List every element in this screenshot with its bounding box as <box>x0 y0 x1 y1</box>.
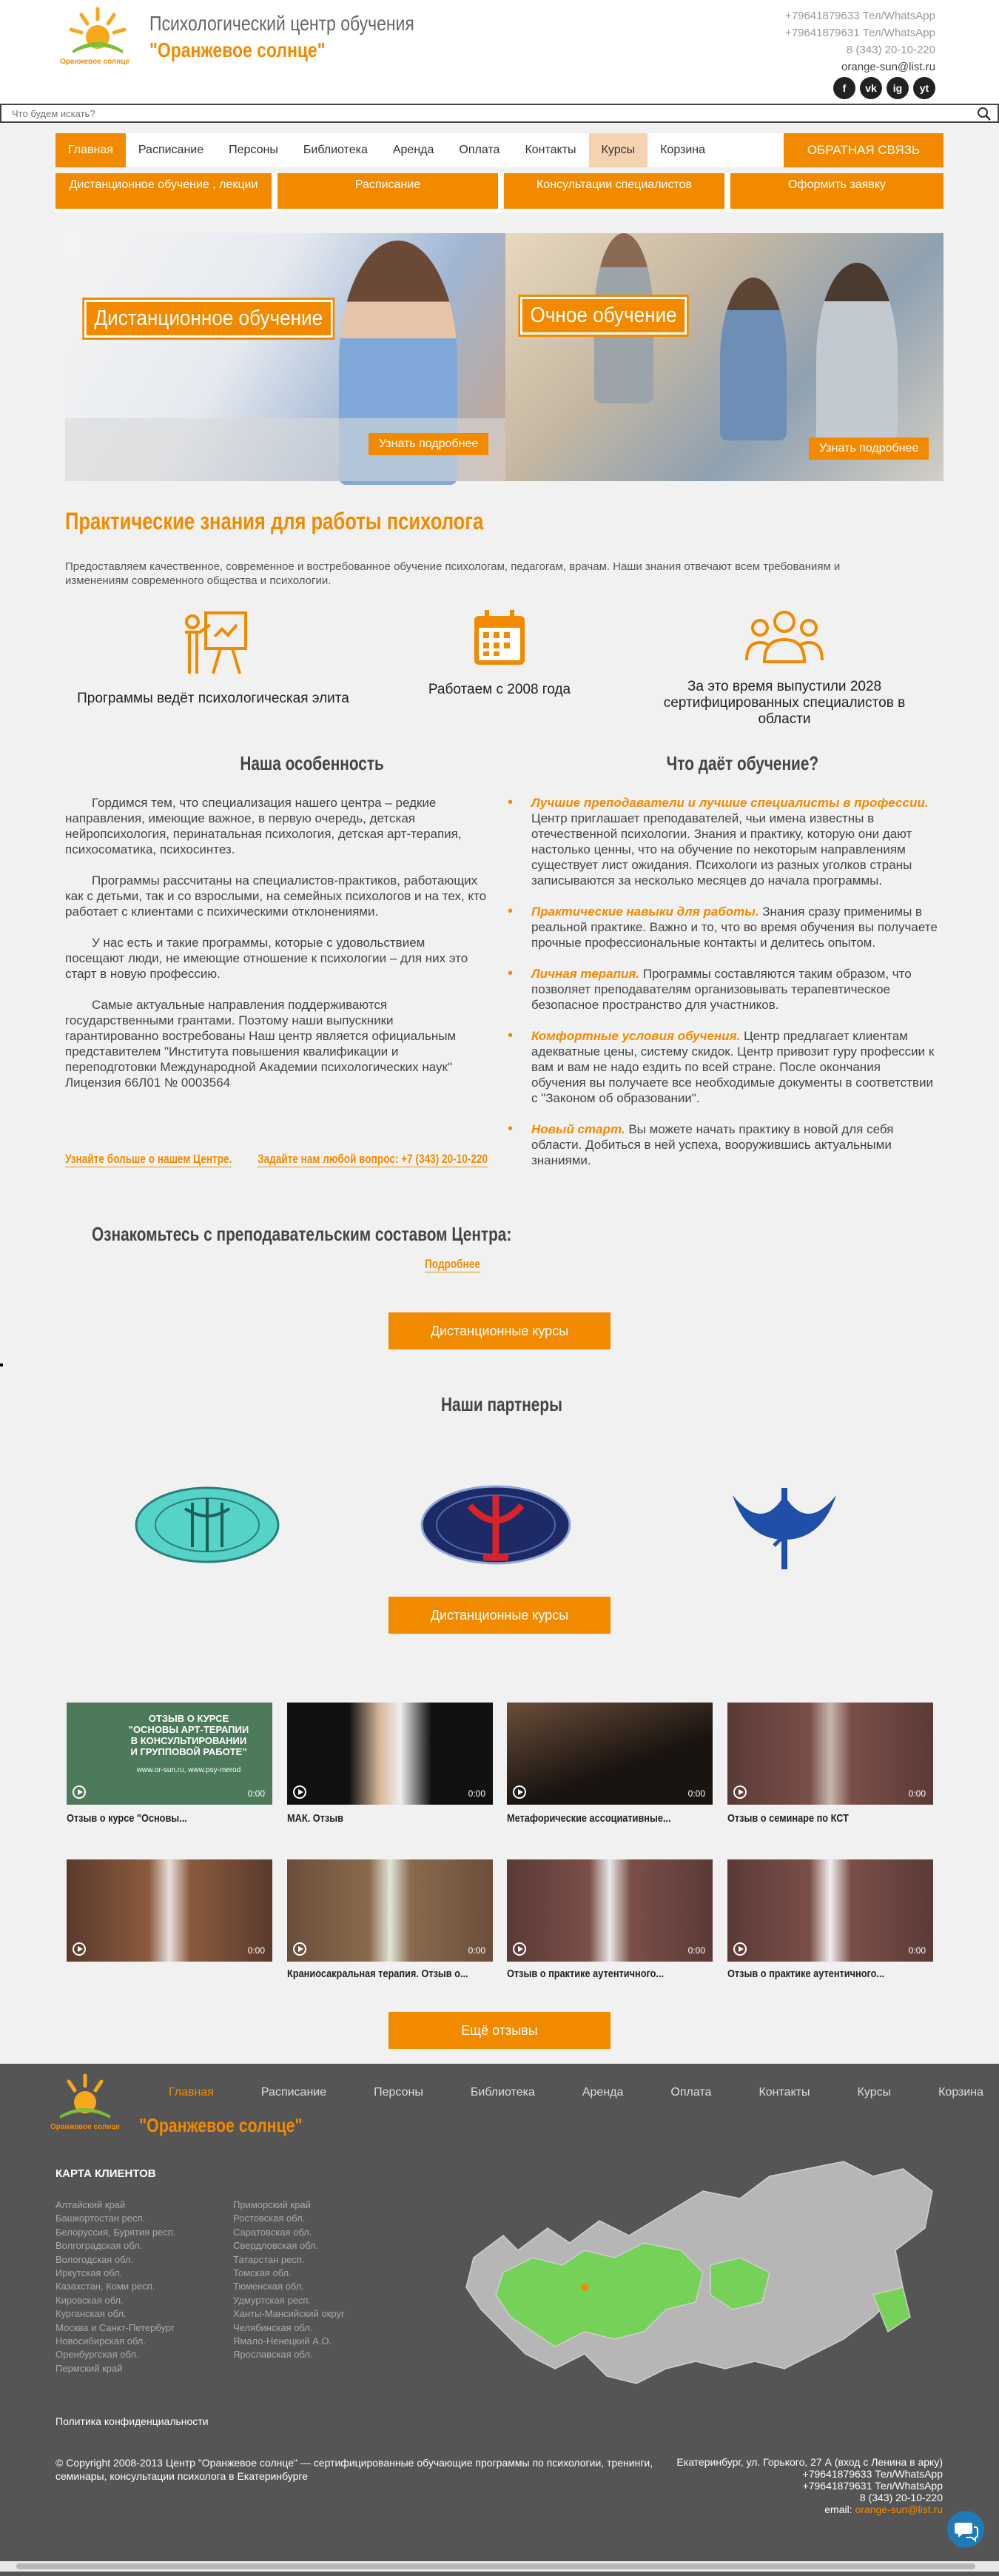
benefit-text: Центр предлагает клиентам адекватные цены, систему скидок. Центр привозит гуру профессии к вам и вам не надо ездить по всей стране. После окончания обучения вы получаете все необходимые документы в соответствии с "Законом об образовании". <box>531 1029 935 1105</box>
people-icon <box>744 607 825 666</box>
video-time: 0:00 <box>468 1788 485 1799</box>
region: Новосибирская обл. <box>56 2335 146 2347</box>
footer-contacts <box>676 2456 943 2515</box>
play-icon[interactable] <box>733 1785 747 1799</box>
play-icon[interactable] <box>293 1942 306 1956</box>
benefit-item <box>508 1121 938 1168</box>
region: Пермский край <box>56 2362 123 2374</box>
region: Тюменская обл. <box>233 2281 304 2292</box>
partner-logo-3[interactable] <box>710 1473 858 1577</box>
benefit-highlight: Комфортные условия обучения. <box>531 1029 741 1043</box>
region: Ярославская обл. <box>233 2349 313 2361</box>
benefit-item <box>508 1028 938 1106</box>
benefit-text: Программы составляются таким образом, что позволяет преподавателям организовывать терапевтическое безопасное пространство для участников. <box>531 967 912 1012</box>
feature-elite <box>65 607 361 707</box>
region: Башкортостан респ. <box>56 2213 146 2224</box>
search-input[interactable] <box>1 105 963 121</box>
nav-item-rent[interactable]: Аренда <box>392 144 434 156</box>
nav-item-persons[interactable]: Персоны <box>229 144 278 156</box>
site-logo[interactable] <box>60 4 130 70</box>
nav-item-home[interactable]: Главная <box>56 133 126 167</box>
video-2[interactable] <box>287 1703 493 1805</box>
footer-phone-3[interactable]: 8 (343) 20-10-220 <box>859 2492 943 2503</box>
left-paragraph: Программы рассчитаны на специалистов-практиков, работающих как с детьми, так и со взрослыми, на семейных психологов и на тех, кто работает с клиентами с психическими отклонениями. <box>65 873 487 919</box>
play-icon[interactable] <box>513 1785 526 1799</box>
scrollbar-thumb[interactable] <box>16 2563 975 2569</box>
footer-nav-contacts[interactable]: Контакты <box>758 2086 810 2099</box>
video-time: 0:00 <box>687 1788 705 1799</box>
footer-email-link[interactable]: orange-sun@list.ru <box>855 2503 943 2515</box>
right-column-title: Что даёт обучение? <box>666 752 819 774</box>
region: Москва и Санкт-Петербург <box>56 2321 175 2333</box>
partner-logo-1[interactable] <box>133 1473 281 1577</box>
footer-phone-1[interactable]: +79641879633 Тел/WhatsApp <box>802 2468 943 2480</box>
feature-since-2008 <box>352 607 648 698</box>
video-5[interactable] <box>67 1859 272 1962</box>
svg-text:Оранжевое солнце: Оранжевое солнце <box>50 2123 120 2131</box>
phone-3[interactable]: 8 (343) 20-10-220 <box>846 44 935 56</box>
region: Челябинская обл. <box>233 2321 313 2333</box>
region: Удмуртская респ. <box>233 2294 311 2306</box>
video-time: 0:00 <box>468 1945 485 1956</box>
nav-item-payment[interactable]: Оплата <box>459 144 500 156</box>
region: Ханты-Мансийский округ <box>233 2308 345 2320</box>
footer-nav-rent[interactable]: Аренда <box>582 2086 624 2099</box>
distance-courses-button-2[interactable]: Дистанционные курсы <box>388 1597 610 1634</box>
banner-photo-2 <box>720 278 787 440</box>
regions-list-right <box>233 2198 345 2362</box>
partner-1-icon <box>133 1473 281 1577</box>
subnav-distance[interactable]: Дистанционное обучение , лекции <box>56 173 272 209</box>
banner-onsite-button[interactable]: Узнать подробнее <box>809 437 929 460</box>
partner-3-icon <box>710 1473 858 1577</box>
ask-question-link[interactable]: Задайте нам любой вопрос: +7 (343) 20-10-220 <box>258 1152 488 1166</box>
left-paragraph: Самые актуальные направления поддерживаются государственными грантами. Поэтому наши выпускники гарантированно востребованы Наш центр является официальным представителем "Института повышения квалификации и переподготовки Международной Академии психологических наук" Лицензия 66Л01 № 0003564 <box>65 998 457 1090</box>
partner-2-icon <box>418 1473 574 1577</box>
partner-logo-2[interactable] <box>418 1473 566 1577</box>
feedback-button[interactable]: ОБРАТНАЯ СВЯЗЬ <box>784 133 944 167</box>
more-reviews-button[interactable]: Ещё отзывы <box>388 2012 610 2049</box>
benefit-item <box>508 904 938 950</box>
play-icon[interactable] <box>733 1942 747 1956</box>
feature-graduates-text: За это время выпустили 2028 сертифицированных специалистов в области <box>663 679 906 727</box>
svg-text:Оранжевое солнце: Оранжевое солнце <box>60 58 130 66</box>
video-time: 0:00 <box>247 1945 265 1956</box>
phone-1[interactable]: +79641879633 Тел/WhatsApp <box>785 10 935 22</box>
left-paragraph: У нас есть и такие программы, которые с удовольствием посещают люди, не имеющие отношение к психологии – для них это старт в новую профессию. <box>65 936 468 981</box>
benefit-highlight: Новый старт. <box>531 1122 625 1136</box>
feature-elite-text: Программы ведёт психологическая элита <box>77 691 349 706</box>
instagram-icon[interactable]: ig <box>887 77 909 99</box>
region: Приморский край <box>233 2199 311 2210</box>
clients-map[interactable] <box>459 2147 947 2398</box>
video-time: 0:00 <box>687 1945 705 1956</box>
benefit-highlight: Личная терапия. <box>531 967 640 981</box>
video-2-caption[interactable]: МАК. Отзыв <box>287 1812 343 1825</box>
youtube-icon[interactable]: yt <box>913 77 935 99</box>
region: Белоруссия, Бурятия респ. <box>56 2226 176 2238</box>
left-paragraph: Гордимся тем, что специализация нашего центра – редкие направления, имеющие важное, в первую очередь, детская нейропсихология, перинатальная психология, детская арт-терапия, психосоматика, психосинтез. <box>65 796 462 856</box>
social-links <box>833 77 935 99</box>
staff-title: Ознакомьтесь с преподавательским составом Центра: <box>92 1223 512 1245</box>
site-subtitle: Психологический центр обучения <box>149 12 414 35</box>
footer-nav-home[interactable]: Главная <box>169 2086 214 2099</box>
sun-logo-icon <box>50 2073 120 2136</box>
left-column-title: Наша особенность <box>240 752 384 774</box>
region: Ростовская обл. <box>233 2213 306 2224</box>
section-title: Практические знания для работы психолога <box>65 508 484 534</box>
footer-nav-courses[interactable]: Курсы <box>857 2086 892 2099</box>
nav-item-schedule[interactable]: Расписание <box>138 144 204 156</box>
subnav-apply[interactable]: Оформить заявку <box>730 173 944 209</box>
region: Саратовская обл. <box>233 2226 312 2238</box>
subnav-schedule[interactable]: Расписание <box>278 173 498 209</box>
video-1[interactable] <box>67 1703 272 1805</box>
vk-icon[interactable]: vk <box>860 77 882 99</box>
footer-nav-library[interactable]: Библиотека <box>470 2086 535 2099</box>
privacy-policy-link[interactable]: Политика конфиденциальности <box>56 2415 209 2427</box>
header-contacts <box>785 7 935 76</box>
play-icon[interactable] <box>73 1785 86 1799</box>
footer-address: Екатеринбург, ул. Горького, 27 А (вход с Ленина в арку) <box>676 2456 943 2468</box>
left-column <box>65 795 487 1106</box>
nav-item-cart[interactable]: Корзина <box>660 144 706 156</box>
region: Волгоградская обл. <box>56 2240 143 2252</box>
video-1-caption[interactable]: Отзыв о курсе "Основы... <box>67 1812 187 1825</box>
banner-distance-button[interactable]: Узнать подробнее <box>369 433 488 455</box>
banner-distance-title: Дистанционное обучение <box>84 300 333 338</box>
copyright: © Copyright 2008-2013 Центр "Оранжевое солнце" — сертифицированные обучающие программы по психологии, тренинги, семинары, консультации психолога в Екатеринбурге <box>56 2457 653 2482</box>
play-icon[interactable] <box>513 1942 526 1956</box>
regions-list-left <box>56 2198 175 2375</box>
footer-email-label: email: <box>824 2503 852 2515</box>
footer-phone-2[interactable]: +79641879631 Тел/WhatsApp <box>802 2480 943 2492</box>
region: Оренбургская обл. <box>56 2349 139 2361</box>
phone-2[interactable]: +79641879631 Тел/WhatsApp <box>785 27 935 39</box>
footer-nav <box>155 2086 997 2099</box>
benefit-item <box>508 795 938 888</box>
footer-nav-persons[interactable]: Персоны <box>374 2086 423 2099</box>
footer-site-name: "Оранжевое солнце" <box>139 2114 303 2136</box>
video-7-caption[interactable]: Отзыв о практике аутентичного... <box>507 1968 665 1980</box>
about-center-link[interactable]: Узнайте больше о нашем Центре. <box>65 1152 232 1166</box>
sub-nav <box>56 173 944 212</box>
video-4-caption[interactable]: Отзыв о семинаре по КСТ <box>727 1812 849 1825</box>
russia-map-icon <box>459 2147 947 2398</box>
right-column <box>508 795 938 1184</box>
search-icon[interactable] <box>977 107 992 121</box>
benefit-text: Вы можете начать практику в новой для себя области. Добиться в ней успеха, вооружившись актуальными знаниями. <box>531 1122 894 1167</box>
benefit-highlight: Лучшие преподаватели и лучшие специалисты в профессии. <box>531 796 929 810</box>
footer-nav-schedule[interactable]: Расписание <box>260 2086 327 2099</box>
region: Алтайский край <box>56 2199 126 2210</box>
email-link[interactable]: orange-sun@list.ru <box>841 61 935 73</box>
region: Курганская обл. <box>56 2308 127 2320</box>
sun-logo-icon <box>60 4 130 70</box>
benefit-text: Знания сразу применимы в реальной практике. Важно и то, что во время обучения вы получаете прочные профессиональные контакты и делитесь опытом. <box>531 905 938 950</box>
benefit-text: Центр приглашает преподавателей, чьи имена известны в отечественной психологии. Знания и практику, которую они дают настолько ценны, что на обучение по некоторым направлениям существует лист ожидания. Психологи из разных уголков страны записываются за несколько месяцев до начала программы. <box>531 811 912 888</box>
region: Иркутская обл. <box>56 2267 123 2279</box>
partners-title: Наши партнеры <box>441 1393 562 1415</box>
page-marker <box>0 1364 3 1366</box>
chat-icon <box>947 2511 984 2548</box>
video-8[interactable] <box>727 1859 933 1962</box>
nav-item-courses[interactable]: Курсы <box>589 133 648 167</box>
banner-photo-3 <box>816 263 898 455</box>
staff-more-link[interactable]: Подробнее <box>425 1257 480 1271</box>
region: Ямало-Ненецкий А.О. <box>233 2335 332 2347</box>
chat-widget-button[interactable] <box>947 2511 984 2548</box>
video-3-caption[interactable]: Метафорические ассоциативные... <box>507 1812 671 1825</box>
banner-distance[interactable] <box>65 233 505 481</box>
video-time: 0:00 <box>908 1788 926 1799</box>
nav-item-library[interactable]: Библиотека <box>303 144 368 156</box>
region: Свердловская обл. <box>233 2240 319 2252</box>
distance-courses-button[interactable]: Дистанционные курсы <box>388 1312 610 1349</box>
video-6[interactable] <box>287 1859 493 1962</box>
play-icon[interactable] <box>293 1785 306 1799</box>
video-7[interactable] <box>507 1859 713 1962</box>
site-name: "Оранжевое солнце" <box>149 38 326 61</box>
search-bar <box>0 104 999 123</box>
calendar-icon <box>470 607 529 669</box>
nav-item-contacts[interactable]: Контакты <box>525 144 576 156</box>
video-time: 0:00 <box>908 1945 926 1956</box>
play-icon[interactable] <box>73 1942 86 1956</box>
main-nav <box>56 133 944 167</box>
subnav-consultations[interactable]: Консультации специалистов <box>504 173 724 209</box>
teacher-icon <box>176 607 250 678</box>
region: Кировская обл. <box>56 2294 124 2306</box>
region: Татарстан респ. <box>233 2253 305 2265</box>
intro-text: Предоставляем качественное, современное и востребованное обучение психологам, педагогам, врачам. Наши знания отвечают всем требованиям и изменениям современного общества и психологии. <box>65 560 841 587</box>
region: Казахстан, Коми респ. <box>56 2281 155 2292</box>
banner-onsite[interactable] <box>505 233 944 481</box>
footer-nav-cart[interactable]: Корзина <box>938 2086 984 2099</box>
footer-logo[interactable] <box>50 2073 120 2140</box>
video-8-caption[interactable]: Отзыв о практике аутентичного... <box>727 1968 885 1980</box>
video-time: 0:00 <box>247 1788 265 1799</box>
region: Томская обл. <box>233 2267 292 2279</box>
region: Вологодская обл. <box>56 2253 134 2265</box>
footer-nav-payment[interactable]: Оплата <box>670 2086 712 2099</box>
feature-since-2008-text: Работаем с 2008 года <box>428 682 571 697</box>
video-6-caption[interactable]: Краниосакральная терапия. Отзыв о... <box>287 1968 468 1980</box>
benefit-item <box>508 966 938 1013</box>
benefit-highlight: Практические навыки для работы. <box>531 905 759 919</box>
video-3[interactable] <box>507 1703 713 1805</box>
video-1-overlay: ОТЗЫВ О КУРСЕ "ОСНОВЫ АРТ-ТЕРАПИИ В КОНСУЛЬТИРОВАНИИ И ГРУППОВОЙ РАБОТЕ" www.or-sun.ru, www.psy-merod <box>128 1713 249 1774</box>
clients-map-title: КАРТА КЛИЕНТОВ <box>56 2167 156 2180</box>
banner-onsite-title: Очное обучение <box>520 297 687 335</box>
feature-graduates <box>636 607 932 728</box>
video-4[interactable] <box>727 1703 933 1805</box>
facebook-icon[interactable]: f <box>833 77 855 99</box>
